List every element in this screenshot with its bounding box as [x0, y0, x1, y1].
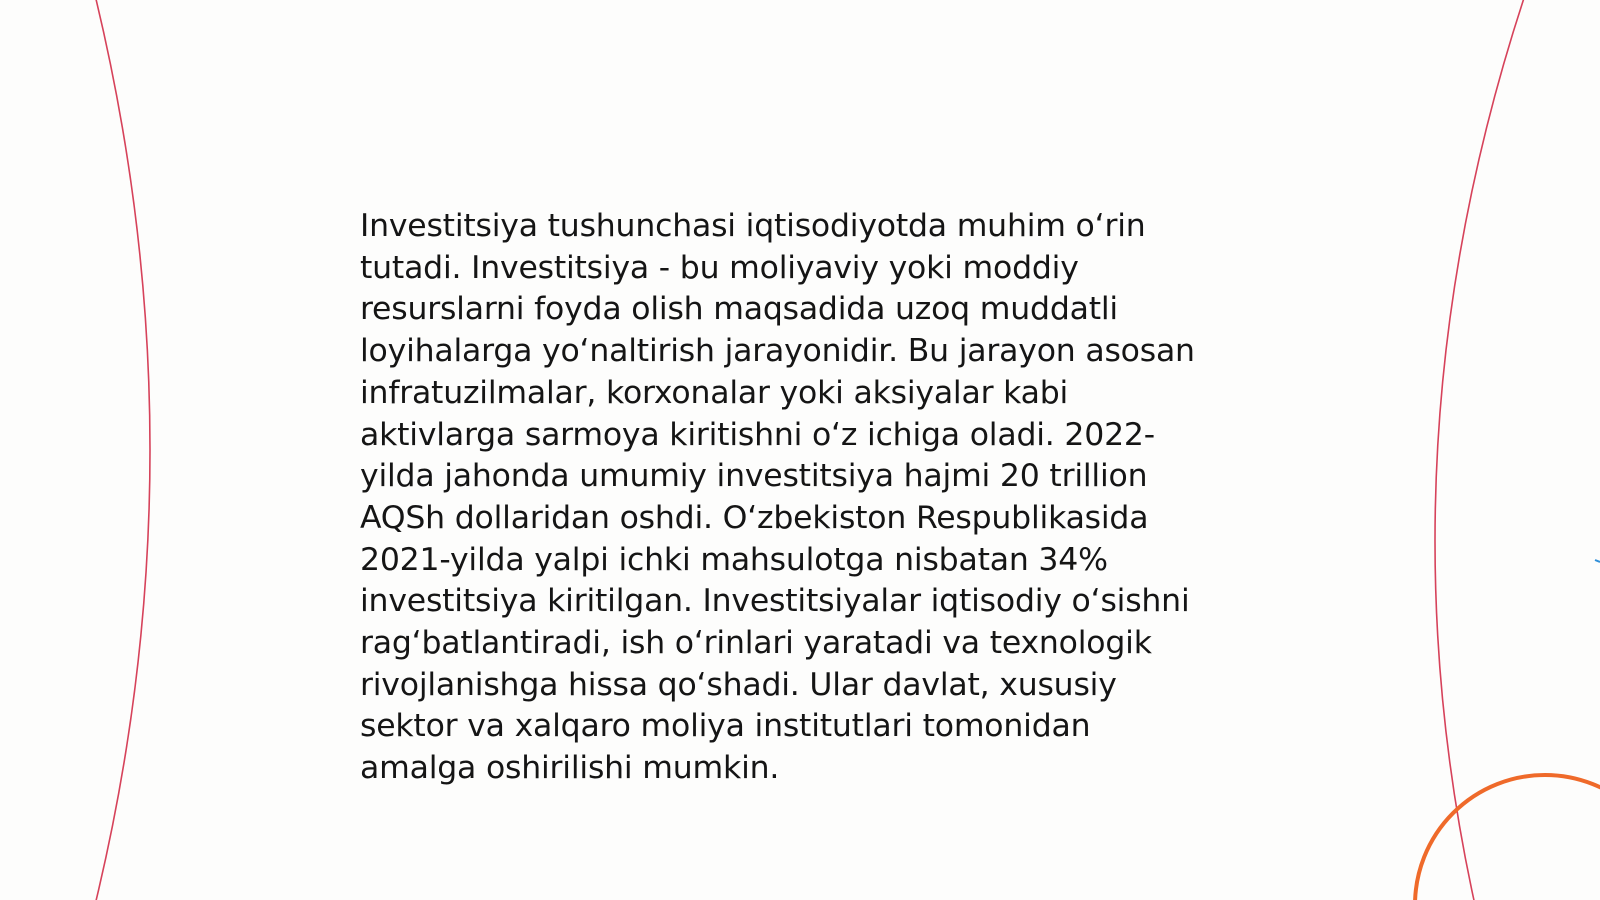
body-line: loyihalarga yo‘naltirish jarayonidir. Bu jarayon asosan: [360, 333, 1195, 370]
right-arc-decoration: [1435, 0, 1525, 900]
body-line: aktivlarga sarmoya kiritishni o‘z ichiga oladi. 2022-: [360, 416, 1155, 453]
body-line: resurslarni foyda olish maqsadida uzoq muddatli: [360, 291, 1118, 328]
body-line: tutadi. Investitsiya - bu moliyaviy yoki moddiy: [360, 249, 1079, 286]
body-line: amalga oshirilishi mumkin.: [360, 750, 780, 787]
orange-circle-decoration: [1415, 775, 1600, 900]
body-line: rag‘batlantiradi, ish o‘rinlari yaratadi va texnologik: [360, 625, 1152, 662]
edge-accent-icon: [1595, 560, 1600, 562]
body-line: Investitsiya tushunchasi iqtisodiyotda muhim o‘rin: [360, 208, 1146, 244]
left-arc-decoration: [95, 0, 150, 900]
body-line: rivojlanishga hissa qo‘shadi. Ular davlat, xususiy: [360, 666, 1117, 703]
body-line: infratuzilmalar, korxonalar yoki aksiyalar kabi: [360, 374, 1069, 411]
body-line: yilda jahonda umumiy investitsiya hajmi 20 trillion: [360, 458, 1148, 495]
slide-body-text: [360, 206, 1240, 790]
body-line: AQSh dollaridan oshdi. O‘zbekiston Respublikasida: [360, 499, 1149, 536]
body-line: investitsiya kiritilgan. Investitsiyalar iqtisodiy o‘sishni: [360, 583, 1190, 620]
body-line: sektor va xalqaro moliya institutlari tomonidan: [360, 708, 1091, 745]
body-line: 2021-yilda yalpi ichki mahsulotga nisbatan 34%: [360, 541, 1108, 578]
